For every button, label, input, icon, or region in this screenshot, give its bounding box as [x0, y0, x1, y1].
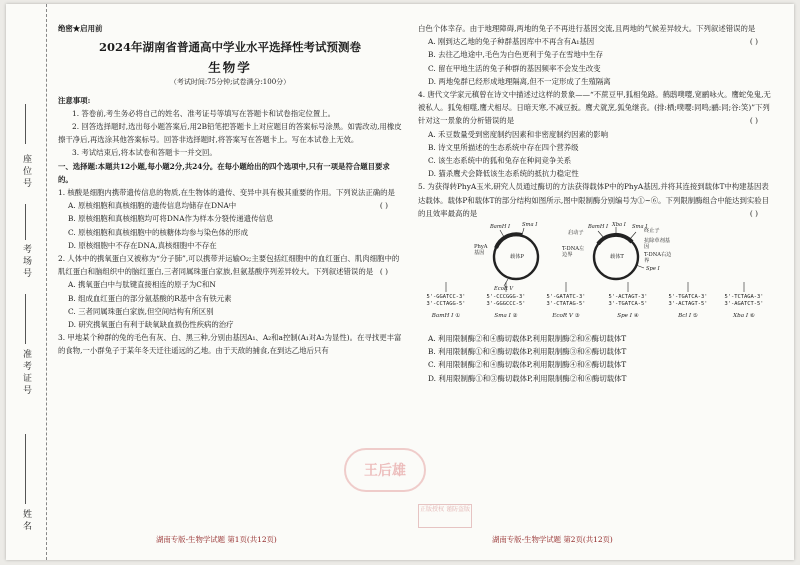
tdna-right-label: T-DNA右边界	[644, 252, 672, 265]
question-5-option-a: A. 利用限制酶②和④酶切载体P,利用限制酶②和⑥酶切载体T	[428, 334, 627, 344]
question-1-option-d: D. 原核细胞中不存在DNA,真核细胞中不存在	[68, 240, 217, 250]
question-3-continued: 白色个体幸存。由于地理障碍,两地的兔子不再进行基因交流,且两地的气候差异较大。下列叙述错误的是 ( )	[418, 24, 758, 47]
plasmid-diagram	[418, 222, 772, 330]
name-label: 姓名	[21, 509, 31, 533]
question-5-stem: 5. 为获得转PhyA玉米,研究人员通过酶切的方法获得载体P中的PhyA基因,并将其连接到载体T中构建基因表达载体。载体P和载体T的部分结构如图所示,图中限制酶分别编号为①~⑥。下列限制酶组合中能达到实验目的且效率最高的是 ( )	[418, 182, 770, 218]
site-xbai-t: Xba I	[612, 222, 626, 229]
question-5-option-b: B. 利用限制酶①和④酶切载体P,利用限制酶③和⑥酶切载体T	[428, 347, 627, 357]
question-5-option-c: C. 利用限制酶②和④酶切载体P,利用限制酶④和⑥酶切载体T	[428, 360, 627, 370]
fragment-2-name: Sma I ②	[494, 313, 518, 320]
section-heading: 一、选择题:本题共12小题,每小题2分,共24分。在每小题给出的四个选项中,只有一项是符合题目要求的。	[58, 161, 390, 184]
ticket-number-line	[25, 294, 26, 344]
tdna-left-label: T-DNA左边界	[562, 246, 585, 259]
subject-title: 生物学	[208, 60, 252, 76]
fragment-2-sequence: 5'-CCCGGG-3' 3'-GGGCCC-5'	[486, 294, 526, 307]
question-4-option-a: A. 禾豆数量受到密度制约因素和非密度制约因素的影响	[428, 129, 609, 139]
fragment-3-sequence: 5'-GATATC-3' 3'-CTATAG-5'	[546, 294, 586, 307]
seat-number-label: 座位号	[21, 154, 31, 190]
fragment-5-sequence: 5'-TGATCA-3' 3'-ACTAGT-5'	[668, 294, 708, 307]
question-2-option-a: A. 携氧蛋白中与肽键直接相连的原子为C和N	[68, 280, 216, 290]
promoter-label: 启动子	[568, 230, 584, 237]
notes-heading: 注意事项:	[58, 95, 91, 105]
question-4-stem: 4. 唐代文学家元稹曾在诗文中描述过这样的景象——“不蔗豆甲,狐相兔路。鹤鸱噗嘤,宽鹂咏火。鹰蛇兔鬼,无被私人。狐兔相噬,鹰犬相尽。日暗天寒,不减豆扳。鹰犬就烹,狐兔继丧。(排:栖;噗嘤:同鸣;鹂:同;谷:笑)”下列针对这一景象的分析错误的是 ( )	[418, 90, 771, 126]
confidential-mark: 绝密★启用前	[58, 24, 103, 33]
question-3-option-d: D. 两地兔群已经形成地理隔离,但不一定形成了生殖隔离	[428, 76, 611, 86]
question-2-option-b: B. 组成血红蛋白的部分氨基酸的R基中含有铁元素	[68, 293, 232, 303]
fragment-4-name: Spe I ④	[617, 313, 639, 320]
question-3-stem: 3. 甲地某个种群的兔的毛色有灰、白、黑三种,分别由基因A₁、A₂和a控制(A₁对A₂为显性)。在寻找更丰富的食物,一小群兔子于某年冬天迁往遥远的乙地。由于天敌的捕食,在到达乙地后只有	[58, 333, 402, 356]
question-4-option-d: D. 猫杀鹰犬会降低该生态系统的抵抗力稳定性	[428, 169, 579, 179]
phya-gene-label: PhyA基因	[474, 244, 488, 257]
left-page-footer: 湖南专版-生物学试题 第1页(共12页)	[156, 535, 277, 544]
question-2-option-d: D. 研究携氧蛋白有利于缺氧缺血损伤性疾病的治疗	[68, 320, 234, 330]
question-3-option-a: A. 刚到达乙地的兔子种群基因库中不再含有A₁基因	[428, 37, 595, 47]
terminator-label: 终止子	[644, 228, 660, 235]
binding-margin	[6, 4, 47, 560]
time-info: （考试时间:75分钟;试卷满分:100分）	[169, 78, 291, 87]
fragment-1-sequence: 5'-GGATCC-3' 3'-CCTAGG-5'	[426, 294, 466, 307]
question-2-option-c: C. 三者同属珠蛋白家族,但空间结构有所区别	[68, 306, 214, 316]
right-page-footer: 湖南专版-生物学试题 第2页(共12页)	[492, 535, 613, 544]
question-1-option-b: B. 原核细胞和真核细胞均可将DNA作为样本分裂传递遗传信息	[68, 214, 274, 224]
site-ecorv-p: EcoR V	[494, 286, 514, 293]
question-3-option-c: C. 留在甲地生活的兔子种群的基因频率不会发生改变	[428, 63, 601, 73]
note-1: 1. 答卷前,考生务必将自己的姓名、准考证号等填写在答题卡和试卷指定位置上。	[72, 108, 336, 118]
note-3: 3. 考试结束后,将本试卷和答题卡一并交回。	[72, 148, 217, 158]
right-page	[418, 22, 772, 385]
site-spei-t: Spe I	[646, 266, 660, 273]
ticket-number-label: 准考证号	[21, 349, 31, 397]
question-1-option-c: C. 原核细胞和真核细胞中的核糖体均参与染色体的形成	[68, 227, 249, 237]
question-1-option-a: A. 原核细胞和真核细胞的遗传信息均储存在DNA中	[68, 201, 237, 211]
fragment-1-name: BamH I ①	[431, 313, 461, 320]
publisher-watermark: 王后雄	[344, 448, 426, 492]
question-3-option-b: B. 去往乙地途中,毛色为白色更利于兔子在雪地中生存	[428, 50, 604, 60]
fragment-arrows	[446, 282, 744, 292]
exam-title: 2024年湖南省普通高中学业水平选择性考试预测卷	[98, 40, 361, 55]
fragment-3-name: EcoR V ③	[552, 313, 580, 320]
fragment-4-sequence: 5'-ACTAGT-3' 3'-TGATCA-5'	[608, 294, 648, 307]
seat-number-line	[25, 104, 26, 144]
note-2: 2. 回答选择题时,选出每小题答案后,用2B铅笔把答题卡上对应题目的答案标号涂黑。如需改动,用橡皮擦干净后,再选涂其他答案标号。回答非选择题时,将答案写在答题卡上。写在本试卷上无效。	[58, 122, 402, 145]
name-line	[25, 434, 26, 504]
left-page	[58, 22, 402, 358]
anti-piracy-stamp: 正版授权 谨防盗版	[418, 504, 472, 528]
site-smai-t: Sma I	[632, 224, 648, 231]
plasmid-p-label: 载体P	[510, 254, 524, 261]
plasmid-t-label: 载体T	[610, 254, 624, 261]
fragment-6-name: Xba I ⑥	[733, 313, 755, 320]
question-2-stem: 2. 人体中的携氧蛋白又被称为“分子肺”,可以携带并运输O₂;主要包括红细胞中的血红蛋白、肌肉细胞中的肌红蛋白和脑组织中的脑红蛋白,三者同属珠蛋白家族,但氨基酸序列差异较大。下列叙述错误的是 ( )	[58, 254, 400, 277]
site-smai-p: Sma I	[522, 222, 538, 229]
fragment-5-name: Bcl I ⑤	[678, 313, 698, 320]
question-4-option-c: C. 该生态系统中的狐和兔存在种间竞争关系	[428, 156, 572, 166]
resistance-gene-label: 抗除草剂基因	[644, 238, 670, 251]
site-bamhi-p: BamH I	[490, 224, 511, 231]
exam-room-line	[25, 204, 26, 240]
question-4-option-b: B. 诗文里所描述的生态系统中存在四个营养级	[428, 142, 579, 152]
exam-room-label: 考场号	[21, 244, 31, 280]
exam-sheet	[6, 4, 794, 560]
site-bamhi-t: BamH I	[588, 224, 609, 231]
fragment-6-sequence: 5'-TCTAGA-3' 3'-AGATCT-5'	[724, 294, 764, 307]
question-5-option-d: D. 利用限制酶①和③酶切载体P,利用限制酶②和⑥酶切载体T	[428, 373, 627, 383]
question-1-stem: 1. 核酸是细胞内携带遗传信息的物质,在生物体的遗传、变异中具有极其重要的作用。下列说法正确的是 ( )	[58, 188, 395, 211]
